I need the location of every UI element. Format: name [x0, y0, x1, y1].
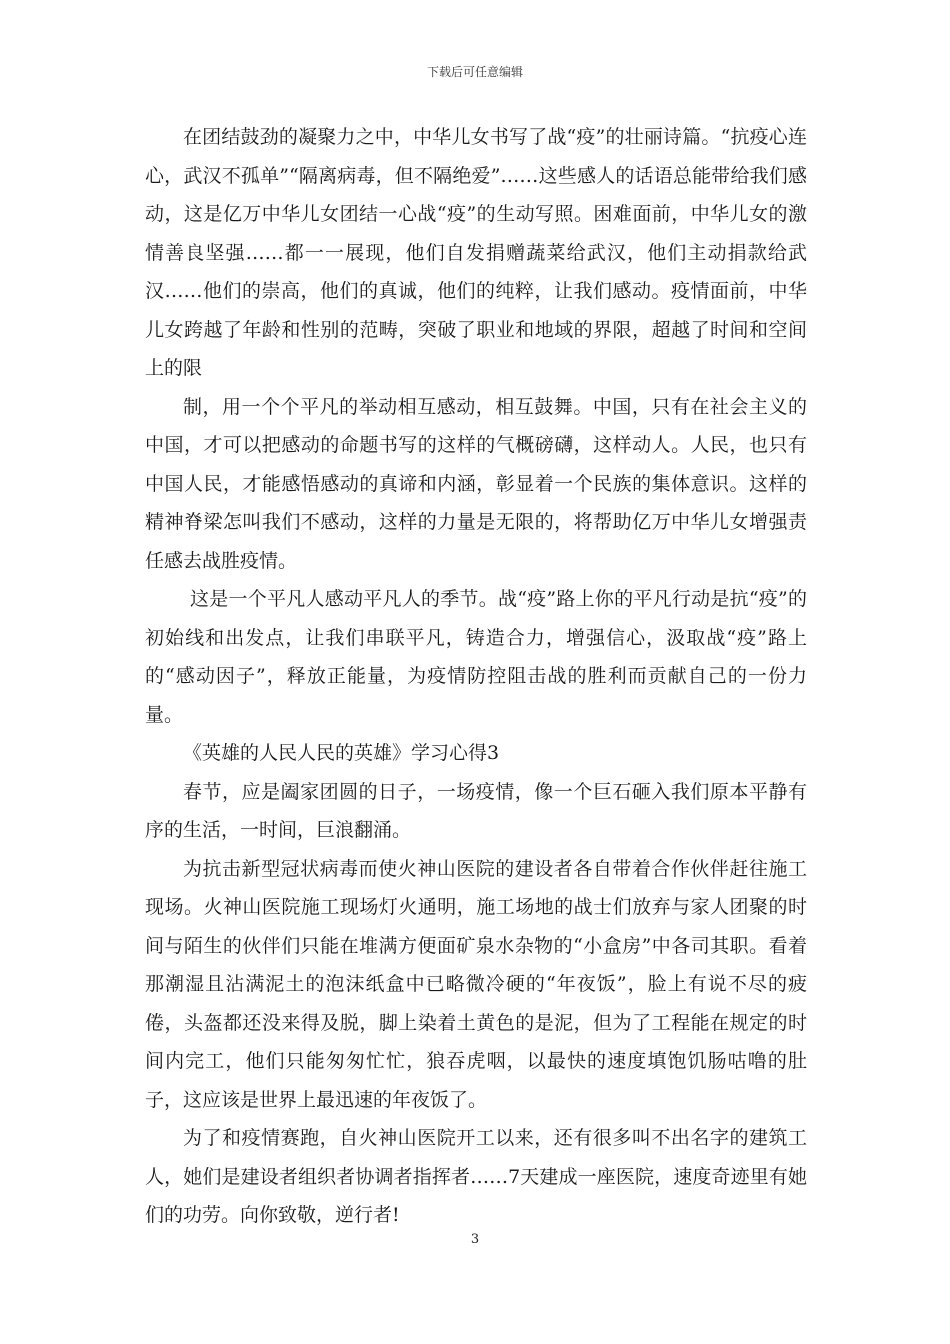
document-body [145, 118, 807, 1235]
paragraph-4: 春节，应是阖家团圆的日子，一场疫情，像一个巨石砸入我们原本平静有序的生活，一时间，巨浪翻涌。 [145, 780, 807, 841]
paragraph-3: 这是一个平凡人感动平凡人的季节。战“疫”路上你的平凡行动是抗“疫”的初始线和出发点，让我们串联平凡，铸造合力，增强信心，汲取战“疫”路上的“感动因子”，释放正能量，为疫情防控阻击战的胜利而贡献自己的一份力量。 [145, 588, 807, 726]
paragraph-5: 为抗击新型冠状病毒而使火神山医院的建设者各自带着合作伙伴赶往施工现场。火神山医院施工现场灯火通明，施工场地的战士们放弃与家人团聚的时间与陌生的伙伴们只能在堆满方便面矿泉水杂物的“小盒房”中各司其职。看着那潮湿且沾满泥土的泡沫纸盒中已略微冷硬的“年夜饭”，脸上有说不尽的疲倦，头盔都还没来得及脱，脚上染着土黄色的是泥，但为了工程能在规定的时间内完工，他们只能匆匆忙忙，狼吞虎咽，以最快的速度填饱饥肠咕噜的肚子，这应该是世界上最迅速的年夜饭了。 [145, 857, 807, 1111]
page-number: 3 [470, 1232, 480, 1247]
section-heading: 《英雄的人民人民的英雄》学习心得3 [183, 742, 500, 764]
paragraph-2: 制，用一个个平凡的举动相互感动，相互鼓舞。中国，只有在社会主义的中国，才可以把感动的命题书写的这样的气概磅礴，这样动人。人民，也只有中国人民，才能感悟感动的真谛和内涵，彰显着一个民族的集体意识。这样的精神脊梁怎叫我们不感动，这样的力量是无限的，将帮助亿万中华儿女增强责任感去战胜疫情。 [145, 395, 807, 572]
paragraph-6: 为了和疫情赛跑，自火神山医院开工以来，还有很多叫不出名字的建筑工人，她们是建设者组织者协调者指挥者……7天建成一座医院，速度奇迹里有她们的功劳。向你致敬，逆行者! [145, 1127, 807, 1226]
page-header: 下载后可任意编辑 [426, 65, 523, 79]
paragraph-1: 在团结鼓劲的凝聚力之中，中华儿女书写了战“疫”的壮丽诗篇。“抗疫心连心，武汉不孤单”“隔离病毒，但不隔绝爱”……这些感人的话语总能带给我们感动，这是亿万中华儿女团结一心战“疫”的生动写照。困难面前，中华儿女的激情善良坚强……都一一展现，他们自发捐赠蔬菜给武汉，他们主动捐款给武汉……他们的崇高，他们的真诚，他们的纯粹，让我们感动。疫情面前，中华儿女跨越了年龄和性别的范畴，突破了职业和地域的界限，超越了时间和空间上的限 [145, 126, 807, 379]
